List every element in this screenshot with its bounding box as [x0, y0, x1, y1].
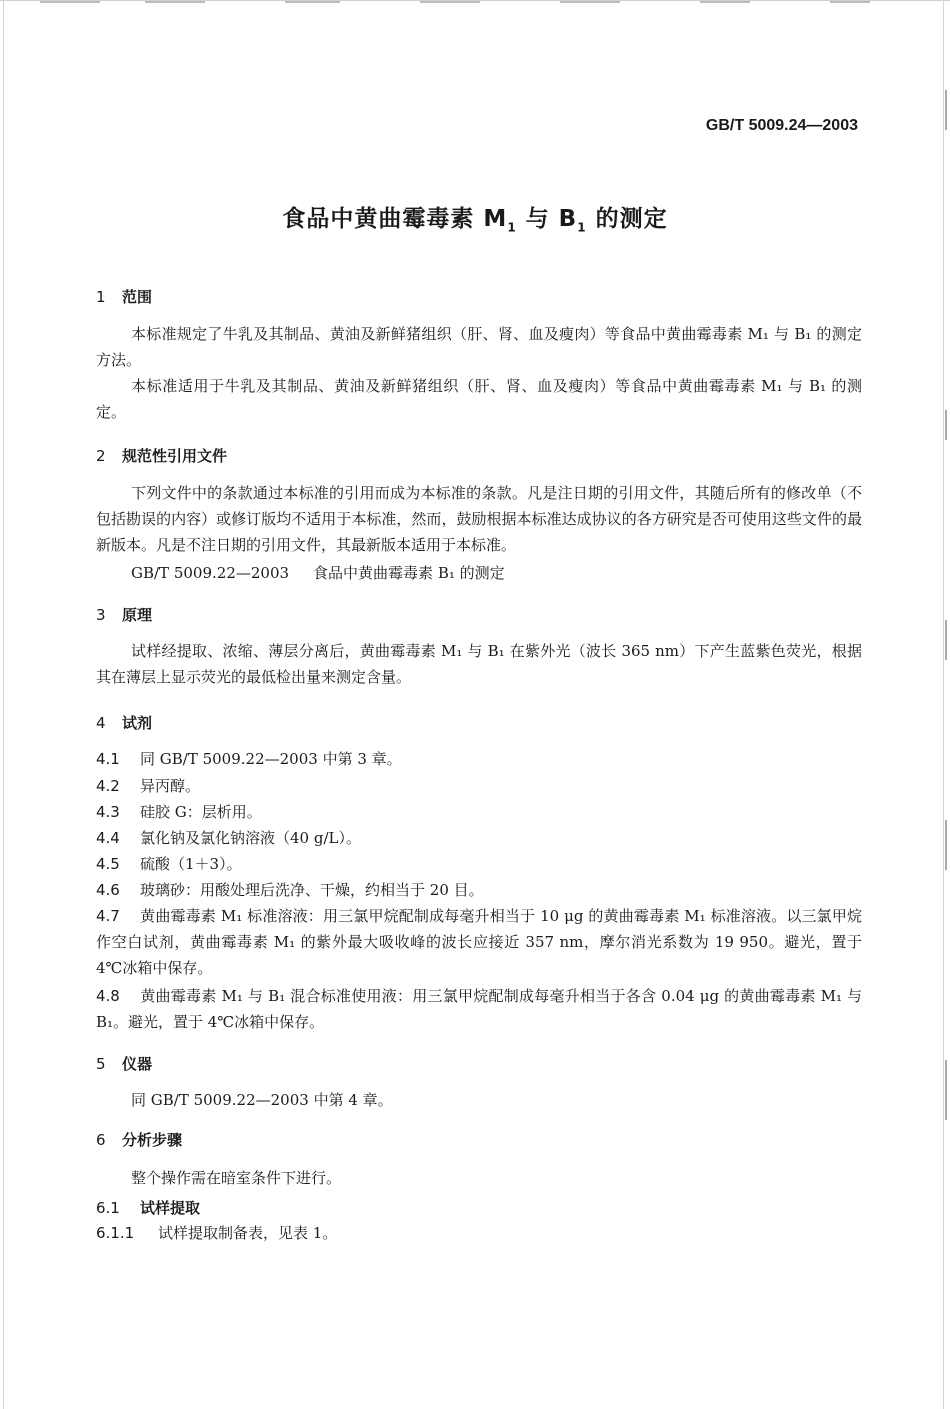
item-number: 4.5	[96, 855, 120, 873]
subsection-heading-sample-extraction	[96, 1197, 200, 1218]
section-title: 试剂	[122, 714, 153, 732]
title-part: 与 B	[516, 206, 578, 232]
scan-mark	[40, 1, 100, 3]
section-heading-analysis-steps	[96, 1129, 182, 1150]
section-heading-reagents	[96, 712, 152, 733]
reagent-item	[96, 903, 862, 981]
scan-mark	[420, 1, 480, 3]
reference-entry	[131, 560, 505, 586]
section-title: 分析步骤	[122, 1131, 183, 1149]
scan-mark	[830, 1, 870, 3]
item-number: 4.6	[96, 881, 120, 899]
title-part: 食品中黄曲霉毒素 M	[282, 206, 508, 232]
reference-name: 食品中黄曲霉毒素 B₁ 的测定	[313, 564, 505, 582]
item-text: 黄曲霉毒素 M₁ 与 B₁ 混合标准使用液：用三氯甲烷配制成每毫升相当于各含 0.04 μg 的黄曲霉毒素 M₁ 与 B₁。避光，置于 4℃冰箱中保存。	[96, 987, 862, 1031]
section-number: 5	[96, 1055, 106, 1073]
scan-mark	[700, 1, 750, 3]
item-text: 试样提取制备表，见表 1。	[158, 1224, 338, 1242]
sample-extraction-item	[96, 1220, 862, 1246]
reagent-item	[96, 877, 862, 903]
section-title: 规范性引用文件	[122, 447, 228, 465]
item-text: 黄曲霉毒素 M₁ 标准溶液：用三氯甲烷配制成每毫升相当于 10 μg 的黄曲霉毒素 M₁ 标准溶液。以三氯甲烷作空白试剂，黄曲霉毒素 M₁ 的紫外最大吸收峰的波长应接近 357 nm，摩尔消光系数为 19 950。避光，置于 4℃冰箱中保存。	[96, 907, 862, 977]
document-title	[0, 200, 950, 233]
scan-mark	[145, 1, 205, 3]
title-part: 的测定	[586, 206, 668, 232]
section-number: 1	[96, 288, 106, 306]
reagent-item	[96, 825, 862, 851]
item-text: 玻璃砂：用酸处理后洗净、干燥，约相当于 20 目。	[140, 881, 484, 899]
section-heading-principle	[96, 604, 152, 625]
section-number: 4	[96, 714, 106, 732]
item-number: 4.3	[96, 803, 120, 821]
item-number: 4.4	[96, 829, 120, 847]
section-title: 范围	[122, 288, 153, 306]
item-text: 氯化钠及氯化钠溶液（40 g/L）。	[140, 829, 361, 847]
scope-paragraph-2: 本标准适用于牛乳及其制品、黄油及新鲜猪组织（肝、肾、血及瘦肉）等食品中黄曲霉毒素 M₁ 与 B₁ 的测定。	[96, 377, 862, 421]
reagent-item	[96, 851, 862, 877]
item-text: 硅胶 G：层析用。	[140, 803, 262, 821]
subsection-title: 试样提取	[140, 1199, 201, 1217]
section-number: 6	[96, 1131, 106, 1149]
section-number: 3	[96, 606, 106, 624]
item-text: 异丙醇。	[140, 777, 201, 795]
reagent-item	[96, 746, 862, 772]
section-title: 原理	[122, 606, 153, 624]
section-heading-scope	[96, 286, 152, 307]
scan-mark	[560, 1, 620, 3]
reagent-item	[96, 773, 862, 799]
scan-mark	[945, 1060, 947, 1120]
scan-mark	[945, 620, 947, 660]
apparatus-paragraph: 同 GB/T 5009.22—2003 中第 4 章。	[131, 1091, 393, 1109]
analysis-paragraph: 整个操作需在暗室条件下进行。	[131, 1169, 342, 1187]
scan-mark	[945, 820, 947, 870]
standard-code: GB/T 5009.24—2003	[705, 117, 858, 134]
item-number: 4.2	[96, 777, 120, 795]
section-heading-normative-references	[96, 445, 227, 466]
item-number: 6.1.1	[96, 1224, 135, 1242]
item-text: 硫酸（1＋3）。	[140, 855, 242, 873]
section-number: 2	[96, 447, 106, 465]
reagent-item	[96, 983, 862, 1035]
reference-code: GB/T 5009.22—2003	[131, 564, 290, 582]
item-number: 4.8	[96, 987, 120, 1005]
scan-mark	[285, 1, 340, 3]
reagent-item	[96, 799, 862, 825]
scan-mark	[945, 90, 947, 130]
scan-mark	[945, 410, 947, 440]
section-heading-apparatus	[96, 1053, 152, 1074]
scope-paragraph-1: 本标准规定了牛乳及其制品、黄油及新鲜猪组织（肝、肾、血及瘦肉）等食品中黄曲霉毒素 M₁ 与 B₁ 的测定方法。	[96, 325, 862, 369]
item-number: 4.7	[96, 907, 120, 925]
item-text: 同 GB/T 5009.22—2003 中第 3 章。	[140, 750, 402, 768]
item-number: 4.1	[96, 750, 120, 768]
title-subscript: 1	[577, 220, 587, 235]
principle-paragraph: 试样经提取、浓缩、薄层分离后，黄曲霉毒素 M₁ 与 B₁ 在紫外光（波长 365 nm）下产生蓝紫色荧光，根据其在薄层上显示荧光的最低检出量来测定含量。	[96, 642, 862, 686]
references-paragraph: 下列文件中的条款通过本标准的引用而成为本标准的条款。凡是注日期的引用文件，其随后所有的修改单（不包括勘误的内容）或修订版均不适用于本标准，然而，鼓励根据本标准达成协议的各方研究是否可使用这些文件的最新版本。凡是不注日期的引用文件，其最新版本适用于本标准。	[96, 484, 862, 554]
subsection-number: 6.1	[96, 1199, 120, 1217]
section-title: 仪器	[122, 1055, 153, 1073]
title-subscript: 1	[507, 220, 517, 235]
